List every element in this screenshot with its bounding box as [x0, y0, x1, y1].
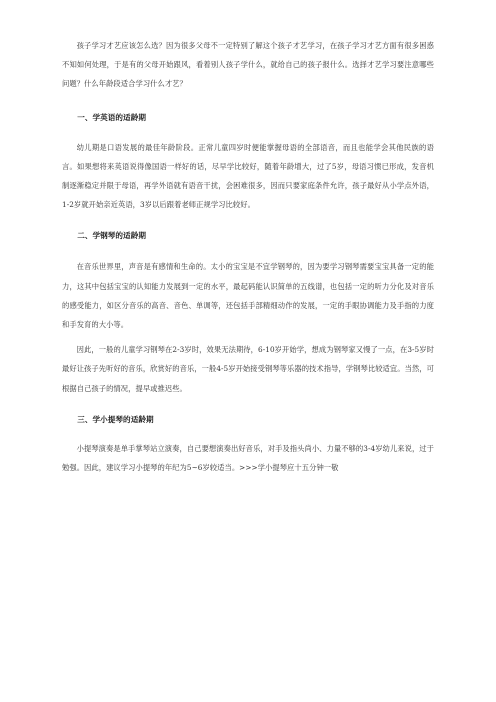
piano-paragraph-2: 因此，一般的儿童学习钢琴在2-3岁时，效果无法期待，6-10岁开始学，想成为钢琴家又慢了一点，在3-5岁时最好让孩子先听好的音乐，欣赏好的音乐，一般4-5岁开始接受钢琴等乐器的技术指导，学钢琴比较适宜。当然，可根据自己孩子的情况，提早或推迟些。	[62, 345, 434, 393]
document-page	[62, 36, 434, 477]
violin-paragraph-1: 小提琴演奏是单手掌琴站立演奏，自己要想演奏出好音乐，对手及指头尚小、力量不够的3-4岁幼儿来说，过于勉强。因此，建议学习小提琴的年纪为5~6岁较适当。>>>学小提琴应十五分钟一敬	[62, 443, 434, 473]
english-paragraph-1: 幼儿期是口语发展的最佳年龄阶段。正常儿童四岁时便能掌握母语的全部语音，而且也能学会其他民族的语言。如果想将来英语说得像国语一样好的话，尽早学比较好，随着年龄增大，过了5岁，母语习惯已形成，发音机制逐渐稳定并限于母语，再学外语就有语音干扰，会困难很多，因而只要家庭条件允许，孩子最好从小学点外语，1-2岁就开始亲近英语，3岁以后跟着老师正规学习比较好。	[62, 142, 434, 210]
section-english	[62, 138, 434, 215]
section-heading-piano: 二、学钢琴的适龄期	[77, 231, 146, 241]
section-piano	[62, 257, 434, 397]
section-heading-english: 一、学英语的适龄期	[77, 112, 146, 122]
section-heading-violin: 三、学小提琴的适龄期	[77, 414, 154, 424]
piano-paragraph-1: 在音乐世界里，声音是有感情和生命的。太小的宝宝是不宜学钢琴的，因为要学习钢琴需要宝宝具备一定的能力，这其中包括宝宝的认知能力发展到一定的水平，最起码能认识简单的五线谱，也包括一定的听力分化及对音乐的感受能力，如区分音乐的高音、音色、单调等，还包括手部精细动作的发展，一定的手眼协调能力及手指的力度和手发育的大小等。	[62, 262, 434, 330]
intro-paragraph: 孩子学习才艺应该怎么选？因为很多父母不一定特别了解这个孩子才艺学习，在孩子学习才艺方面有很多困惑不知如何处理，于是有的父母开始跟风，看着别人孩子学什么，就给自己的孩子报什么。选择才艺学习要注意哪些问题？什么年龄段适合学习什么才艺？	[62, 41, 434, 89]
section-violin	[62, 439, 434, 477]
